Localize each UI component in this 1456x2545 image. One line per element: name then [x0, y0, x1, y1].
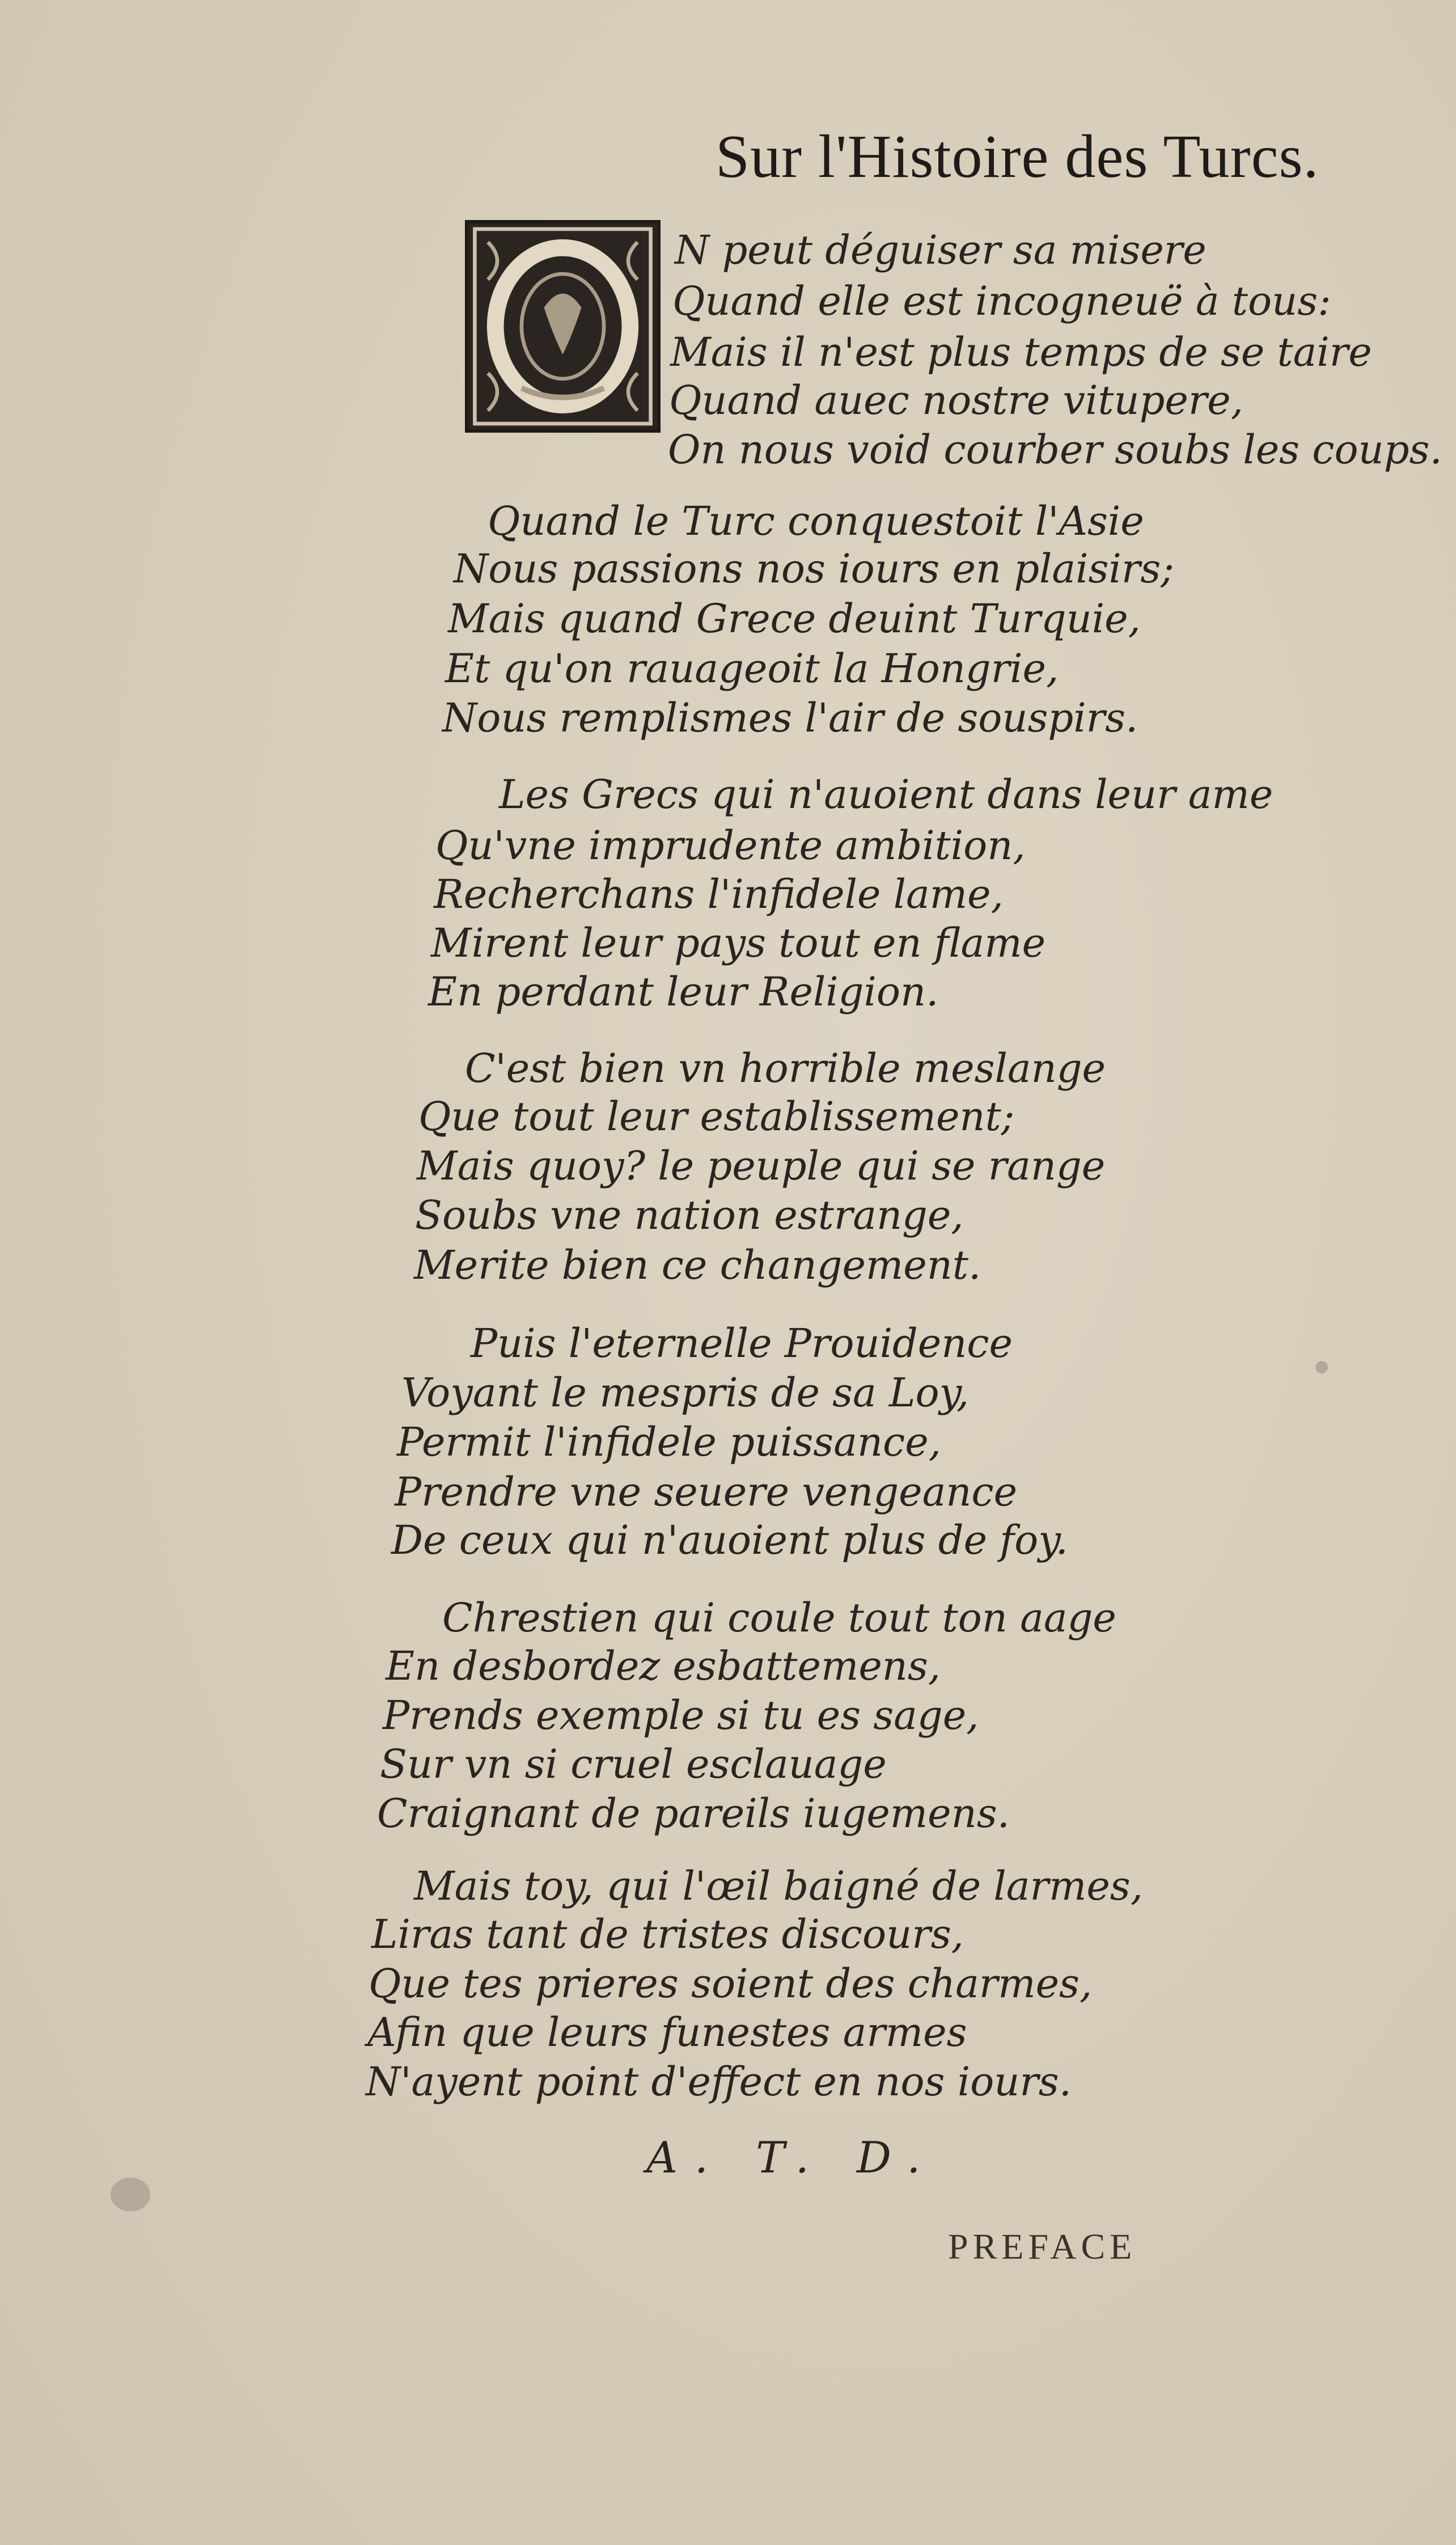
verse-line: Puis l'eternelle Prouidence	[471, 1320, 1013, 1367]
catchword: PREFACE	[948, 2226, 1137, 2267]
verse-line: Prends exemple si tu es sage,	[383, 1692, 979, 1739]
verse-line: Afin que leurs funestes armes	[367, 2009, 967, 2056]
verse-line: En perdant leur Religion.	[428, 969, 939, 1015]
verse-line: Mirent leur pays tout en flame	[431, 920, 1046, 966]
verse-line: N'ayent point d'effect en nos iours.	[366, 2058, 1072, 2105]
verse-line: Liras tant de tristes discours,	[371, 1911, 964, 1958]
ornament-icon	[468, 223, 657, 429]
verse-line: Quand le Turc conquestoit l'Asie	[488, 498, 1144, 544]
signature: A. T. D.	[646, 2132, 938, 2183]
verse-line: Sur vn si cruel esclauage	[380, 1741, 887, 1787]
verse-line: Recherchans l'infidele lame,	[434, 871, 1004, 918]
verse-line: Quand auec nostre vitupere,	[669, 377, 1243, 424]
paper-stain	[1315, 1361, 1328, 1373]
page-title: Sur l'Histoire des Turcs.	[716, 123, 1319, 191]
verse-line: Mais il n'est plus temps de se taire	[670, 329, 1372, 375]
verse-line: N peut déguiser sa misere	[675, 227, 1207, 273]
verse-line: On nous void courber soubs les coups.	[668, 426, 1442, 473]
verse-line: Quand elle est incogneuë à tous:	[672, 278, 1331, 324]
verse-line: Voyant le mespris de sa Loy,	[401, 1369, 970, 1416]
verse-line: Permit l'infidele puissance,	[397, 1419, 941, 1465]
verse-line: Que tout leur establissement;	[418, 1093, 1015, 1140]
verse-line: Et qu'on rauageoit la Hongrie,	[445, 645, 1059, 692]
verse-line: Mais quand Grece deuint Turquie,	[448, 595, 1141, 642]
paper-stain	[111, 2178, 150, 2212]
verse-line: Mais toy, qui l'œil baigné de larmes,	[414, 1863, 1143, 1909]
verse-line: De ceux qui n'auoient plus de foy.	[391, 1517, 1068, 1563]
verse-line: Nous passions nos iours en plaisirs;	[454, 546, 1174, 592]
verse-line: Les Grecs qui n'auoient dans leur ame	[499, 771, 1273, 818]
verse-line: Craignant de pareils iugemens.	[377, 1790, 1010, 1837]
verse-line: C'est bien vn horrible meslange	[465, 1045, 1106, 1092]
verse-line: Mais quoy? le peuple qui se range	[417, 1143, 1106, 1189]
verse-line: Nous remplismes l'air de souspirs.	[442, 695, 1138, 741]
verse-line: Prendre vne seuere vengeance	[395, 1469, 1018, 1515]
verse-line: Que tes prieres soient des charmes,	[369, 1960, 1093, 2007]
verse-line: Soubs vne nation estrange,	[415, 1192, 964, 1238]
verse-line: En desbordez esbattemens,	[386, 1643, 941, 1689]
verse-line: Chrestien qui coule tout ton aage	[442, 1595, 1116, 1641]
verse-line: Qu'vne imprudente ambition,	[435, 822, 1026, 869]
decorated-initial	[465, 220, 661, 433]
verse-line: Merite bien ce changement.	[414, 1242, 981, 1288]
